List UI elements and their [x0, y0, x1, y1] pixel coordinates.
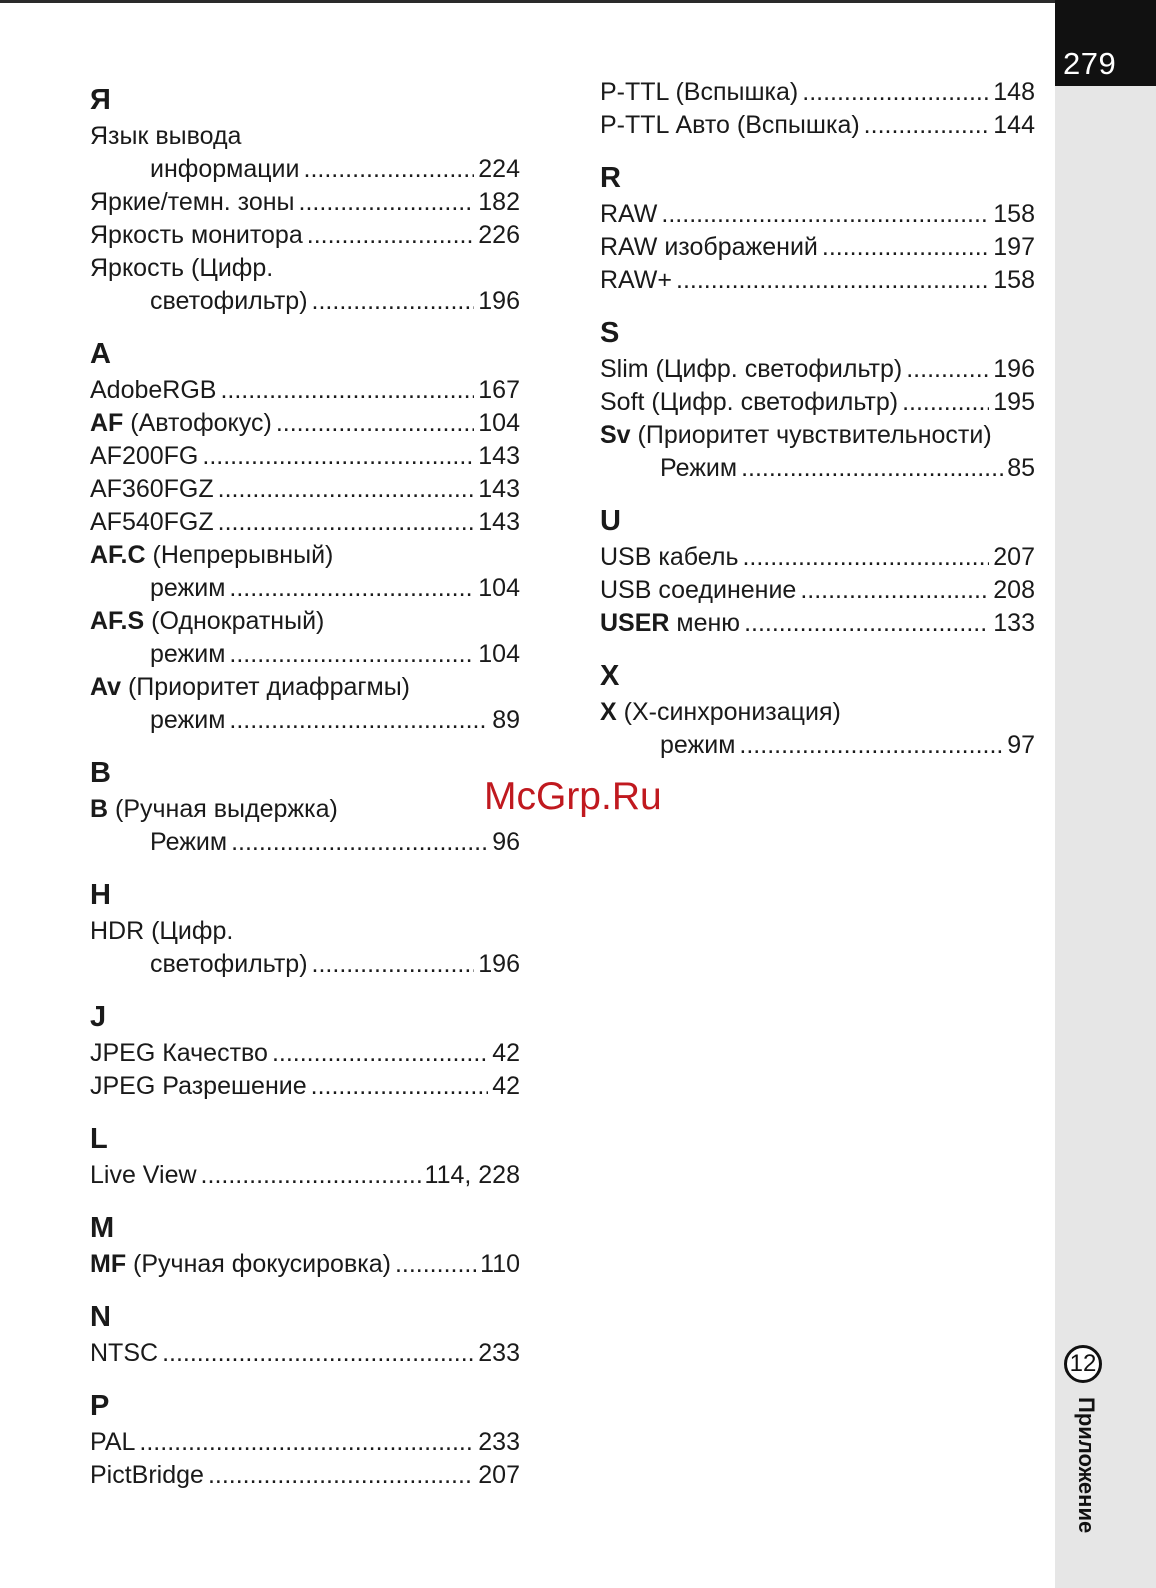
index-entry: [90, 915, 520, 948]
entry-term: [90, 473, 214, 506]
entry-term-text: AF360FGZ: [90, 475, 214, 503]
index-entry: [600, 452, 1035, 485]
section-letter: B: [90, 757, 111, 789]
entry-term: [150, 948, 308, 981]
entry-term-text: RAW+: [600, 266, 672, 294]
entry-term-text: режим: [150, 640, 226, 668]
entry-term-text: режим: [150, 706, 226, 734]
section-letter: L: [90, 1123, 108, 1155]
entry-page: 148: [993, 78, 1035, 106]
section-letter: P: [90, 1390, 110, 1422]
index-entry: [600, 696, 1035, 729]
entry-page: 233: [478, 1428, 520, 1456]
entry-term: [90, 1426, 135, 1459]
entry-term: [150, 638, 225, 671]
leader-dots: [312, 285, 475, 318]
index-entry: [600, 109, 1035, 142]
entry-page: 233: [478, 1339, 520, 1367]
entry-term-text: Яркость (Цифр.: [90, 254, 274, 282]
leader-dots: [139, 1426, 474, 1459]
index-section: [90, 1297, 520, 1370]
entry-page: 89: [492, 706, 520, 734]
index-entry: [600, 386, 1035, 419]
entry-term-text: JPEG Качество: [90, 1039, 268, 1067]
leader-dots: [676, 264, 989, 297]
entry-mode-label: MF: [90, 1250, 127, 1278]
entry-page: 96: [492, 828, 520, 856]
entry-term: [150, 285, 308, 318]
entry-term-text: USB кабель: [600, 543, 739, 571]
section-letter: R: [600, 162, 621, 194]
index-entry: [90, 572, 520, 605]
leader-dots: [299, 186, 475, 219]
index-entry: [90, 539, 520, 572]
entry-term-text: NTSC: [90, 1339, 159, 1367]
leader-dots: [307, 219, 475, 252]
entry-term: [90, 605, 324, 638]
entry-page: 42: [492, 1072, 520, 1100]
index-section: [90, 1119, 520, 1192]
index-section: [90, 334, 520, 737]
entry-term-text: (Автофокус): [123, 409, 272, 437]
index-entry: [90, 1337, 520, 1370]
entry-page: 158: [993, 266, 1035, 294]
leader-dots: [742, 541, 989, 574]
entry-term: [660, 729, 735, 762]
entry-term: [150, 153, 300, 186]
entry-term-text: Яркость монитора: [90, 221, 303, 249]
entry-term: [600, 607, 740, 640]
index-entry: [90, 605, 520, 638]
index-entry: [600, 541, 1035, 574]
entry-term-text: PictBridge: [90, 1461, 204, 1489]
entry-page: 207: [478, 1461, 520, 1489]
leader-dots: [162, 1337, 474, 1370]
section-letter: H: [90, 879, 111, 911]
entry-mode-label: X: [600, 698, 617, 726]
entry-term: [600, 419, 992, 452]
entry-term: [90, 506, 214, 539]
entry-term-text: AF200FG: [90, 442, 199, 470]
entry-page: 104: [478, 574, 520, 602]
index-entry: [90, 1159, 520, 1192]
entry-term-text: информации: [150, 155, 300, 183]
entry-mode-label: AF.S: [90, 607, 145, 635]
entry-term-text: Яркие/темн. зоны: [90, 188, 295, 216]
entry-page: 42: [492, 1039, 520, 1067]
leader-dots: [311, 1070, 489, 1103]
index-entry: [90, 506, 520, 539]
entry-term: [600, 198, 657, 231]
leader-dots: [802, 76, 989, 109]
chapter-label: Приложение: [1074, 1397, 1099, 1534]
index-entry: [90, 638, 520, 671]
index-entry: [600, 353, 1035, 386]
index-section: [600, 158, 1035, 297]
leader-dots: [744, 607, 989, 640]
leader-dots: [822, 231, 989, 264]
index-entry: [90, 285, 520, 318]
section-letter: X: [600, 660, 620, 692]
index-section: [90, 753, 520, 859]
entry-page: 143: [478, 508, 520, 536]
entry-term: [90, 1459, 204, 1492]
entry-mode-label: AF: [90, 409, 124, 437]
index-entry: [90, 120, 520, 153]
entry-mode-label: B: [90, 795, 109, 823]
leader-dots: [272, 1037, 488, 1070]
entry-term: [90, 252, 273, 285]
entry-term: [90, 1159, 197, 1192]
entry-term-text: (Непрерывный): [145, 541, 334, 569]
leader-dots: [229, 704, 488, 737]
entry-term-text: светофильтр): [150, 950, 308, 978]
index-section: [600, 76, 1035, 142]
entry-term: [90, 793, 338, 826]
index-entry: [600, 76, 1035, 109]
leader-dots: [201, 1159, 421, 1192]
leader-dots: [220, 374, 474, 407]
entry-term-text: (X-синхронизация): [616, 698, 841, 726]
index-entry: [90, 407, 520, 440]
entry-term-text: (Приоритет чувствительности): [630, 421, 992, 449]
index-section: [90, 997, 520, 1103]
index-entry: [90, 440, 520, 473]
entry-page: 182: [478, 188, 520, 216]
entry-term-text: Режим: [660, 454, 738, 482]
entry-term: [90, 186, 295, 219]
entry-term: [90, 1337, 158, 1370]
index-entry: [90, 826, 520, 859]
entry-mode-label: Av: [90, 673, 122, 701]
entry-term-text: (Ручная выдержка): [108, 795, 338, 823]
leader-dots: [906, 353, 989, 386]
entry-page: 143: [478, 442, 520, 470]
entry-term-text: HDR (Цифр.: [90, 917, 234, 945]
section-letter: U: [600, 505, 621, 537]
entry-page: 208: [993, 576, 1035, 604]
index-entry: [90, 153, 520, 186]
entry-term-text: PAL: [90, 1428, 136, 1456]
entry-term: [90, 1037, 268, 1070]
section-letter: M: [90, 1212, 115, 1244]
watermark: McGrp.Ru: [484, 775, 662, 818]
entry-page: 85: [1007, 454, 1035, 482]
entry-term-text: JPEG Разрешение: [90, 1072, 307, 1100]
index-entry: [90, 186, 520, 219]
index-entry: [90, 1459, 520, 1492]
leader-dots: [864, 109, 990, 142]
entry-term: [600, 696, 841, 729]
entry-term: [600, 541, 738, 574]
entry-mode-label: Sv: [600, 421, 631, 449]
index-entry: [90, 1426, 520, 1459]
index-entry: [90, 793, 520, 826]
entry-term: [600, 353, 902, 386]
entry-term-text: (Ручная фокусировка): [126, 1250, 391, 1278]
index-entry: [600, 264, 1035, 297]
entry-page: 110: [480, 1250, 520, 1278]
entry-term: [90, 1070, 307, 1103]
index-entry: [600, 729, 1035, 762]
entry-page: 196: [993, 355, 1035, 383]
entry-term: [600, 231, 818, 264]
index-entry: [90, 1070, 520, 1103]
index-entry: [600, 607, 1035, 640]
entry-term: [600, 264, 672, 297]
index-column-left: [90, 80, 520, 1508]
entry-term: [90, 219, 303, 252]
section-letter: A: [90, 338, 111, 370]
leader-dots: [202, 440, 474, 473]
entry-term-text: USB соединение: [600, 576, 797, 604]
entry-term-text: Live View: [90, 1161, 197, 1189]
entry-term: [90, 407, 272, 440]
entry-page: 104: [478, 640, 520, 668]
entry-page: 158: [993, 200, 1035, 228]
section-letter: J: [90, 1001, 107, 1033]
index-section: [90, 875, 520, 981]
entry-term-text: Soft (Цифр. светофильтр): [600, 388, 899, 416]
entry-term-text: режим: [660, 731, 736, 759]
leader-dots: [229, 572, 474, 605]
index-section: [600, 313, 1035, 485]
index-entry: [90, 374, 520, 407]
entry-page: 97: [1007, 731, 1035, 759]
entry-term-text: (Однократный): [144, 607, 325, 635]
leader-dots: [661, 198, 989, 231]
section-letter: Я: [90, 84, 111, 116]
entry-term: [660, 452, 737, 485]
leader-dots: [208, 1459, 474, 1492]
index-entry: [90, 473, 520, 506]
index-entry: [600, 231, 1035, 264]
entry-page: 196: [478, 287, 520, 315]
entry-term: [90, 1248, 391, 1281]
index-entry: [600, 198, 1035, 231]
index-entry: [90, 1037, 520, 1070]
entry-term: [600, 109, 860, 142]
entry-term: [90, 539, 333, 572]
entry-page: 224: [478, 155, 520, 183]
entry-term-text: Slim (Цифр. светофильтр): [600, 355, 903, 383]
index-entry: [90, 948, 520, 981]
entry-page: 197: [993, 233, 1035, 261]
index-entry: [90, 219, 520, 252]
index-entry: [90, 704, 520, 737]
entry-term: [150, 572, 225, 605]
entry-term-text: P-TTL (Вспышка): [600, 78, 799, 106]
leader-dots: [218, 506, 475, 539]
index-column-right: [600, 76, 1035, 778]
index-section: [90, 80, 520, 318]
entry-page: 104: [478, 409, 520, 437]
index-entry: [600, 419, 1035, 452]
leader-dots: [231, 826, 488, 859]
entry-term: [600, 76, 798, 109]
leader-dots: [395, 1248, 476, 1281]
index-section: [600, 501, 1035, 640]
entry-page: 167: [478, 376, 520, 404]
entry-term: [90, 915, 233, 948]
entry-term-text: (Приоритет диафрагмы): [121, 673, 410, 701]
leader-dots: [312, 948, 475, 981]
entry-term-text: режим: [150, 574, 226, 602]
entry-term-text: Язык вывода: [90, 122, 242, 150]
entry-term: [600, 574, 796, 607]
index-entry: [90, 1248, 520, 1281]
entry-page: 133: [993, 609, 1035, 637]
entry-term: [90, 374, 216, 407]
section-letter: N: [90, 1301, 111, 1333]
leader-dots: [229, 638, 474, 671]
entry-term-text: меню: [669, 609, 741, 637]
entry-page: 226: [478, 221, 520, 249]
leader-dots: [218, 473, 475, 506]
chapter-number-badge: 12: [1064, 1345, 1102, 1383]
entry-term: [90, 440, 198, 473]
entry-term-text: Режим: [150, 828, 228, 856]
leader-dots: [902, 386, 989, 419]
top-rule: [0, 0, 1055, 3]
index-section: [90, 1386, 520, 1492]
leader-dots: [800, 574, 989, 607]
entry-page: 144: [993, 111, 1035, 139]
section-letter: S: [600, 317, 620, 349]
entry-term-text: AF540FGZ: [90, 508, 214, 536]
entry-term: [150, 704, 225, 737]
index-entry: [90, 671, 520, 704]
entry-term-text: RAW: [600, 200, 658, 228]
entry-term-text: AdobeRGB: [90, 376, 217, 404]
leader-dots: [739, 729, 1003, 762]
leader-dots: [304, 153, 475, 186]
entry-page: 143: [478, 475, 520, 503]
entry-term-text: P-TTL Авто (Вспышка): [600, 111, 860, 139]
entry-term: [600, 386, 898, 419]
leader-dots: [741, 452, 1003, 485]
entry-term: [150, 826, 227, 859]
index-section: [600, 656, 1035, 762]
entry-mode-label: USER: [600, 609, 670, 637]
entry-page: 114, 228: [424, 1161, 520, 1189]
leader-dots: [276, 407, 474, 440]
page-number: 279: [1063, 46, 1117, 81]
entry-mode-label: AF.C: [90, 541, 146, 569]
index-section: [90, 1208, 520, 1281]
entry-term: [90, 671, 410, 704]
entry-page: 195: [993, 388, 1035, 416]
entry-term-text: светофильтр): [150, 287, 308, 315]
entry-page: 196: [478, 950, 520, 978]
index-entry: [90, 252, 520, 285]
index-entry: [600, 574, 1035, 607]
entry-term-text: RAW изображений: [600, 233, 818, 261]
entry-page: 207: [993, 543, 1035, 571]
entry-term: [90, 120, 241, 153]
